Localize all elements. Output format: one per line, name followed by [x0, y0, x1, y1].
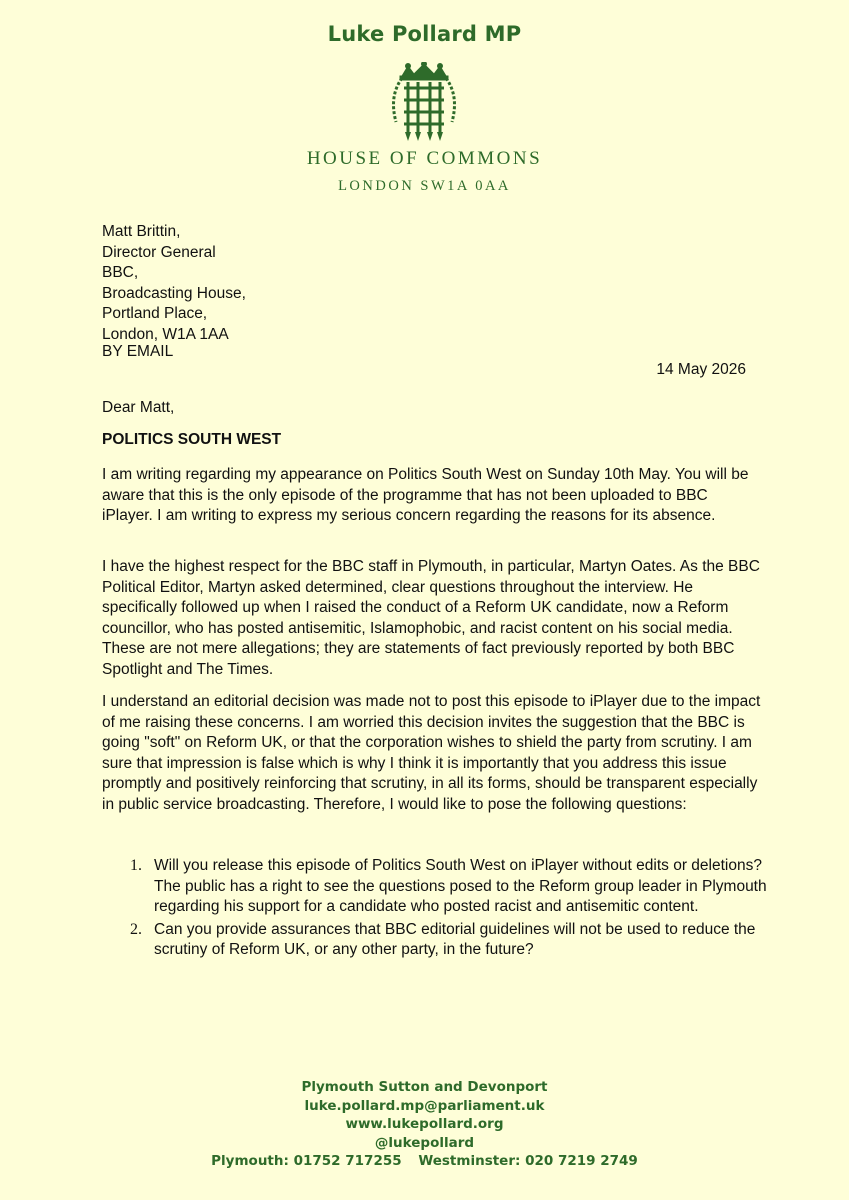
plymouth-phone: Plymouth: 01752 717255 — [211, 1153, 402, 1169]
questions-list — [130, 856, 770, 963]
paragraph: I have the highest respect for the BBC staff in Plymouth, in particular, Martyn Oates. As the BBC Political Editor, Martyn asked determined, clear questions throughout the interview. He specifically followed up when I raised the conduct of a Reform UK candidate, now a Reform councillor, who has posted antisemitic, Islamophobic, and racist content on his social media. These are not mere allegations; they are statements of fact previously reported by both BBC Spotlight and The Times. — [102, 558, 760, 678]
subject-heading: POLITICS SOUTH WEST — [102, 431, 282, 448]
phone-numbers — [0, 1152, 849, 1171]
paragraph: I am writing regarding my appearance on Politics South West on Sunday 10th May. You will be aware that this is the only episode of the programme that has not been uploaded to BBC iPlayer. I am writing to express my serious concern regarding the reasons for its absence. — [102, 466, 749, 525]
address-line: Broadcasting House, — [102, 284, 246, 302]
email-link[interactable]: luke.pollard.mp@parliament.uk — [304, 1097, 545, 1114]
question-number: 2. — [130, 920, 142, 938]
website-link[interactable]: www.lukepollard.org — [345, 1116, 504, 1132]
letter-date: 14 May 2026 — [656, 361, 746, 378]
address-line: London, W1A 1AA — [102, 325, 229, 343]
paragraph: I understand an editorial decision was made not to post this episode to iPlayer due to the impact of me raising these concerns. I am worried this decision invites the suggestion that the BBC is going "soft" on Reform UK, or that the corporation wishes to shield the party from scrutiny. I am sure that impression is false which is why I think it is importantly that you address this issue promptly and positively reinforcing that scrutiny, in all its forms, should be transparent especially in public service broadcasting. Therefore, I would like to pose the following questions: — [102, 693, 761, 813]
house-address: LONDON SW1A 0AA — [338, 178, 511, 194]
recipient-address — [102, 222, 246, 346]
social-handle[interactable]: @lukepollard — [374, 1134, 475, 1151]
address-line: BBC, — [102, 264, 139, 282]
westminster-phone: Westminster: 020 7219 2749 — [418, 1153, 638, 1169]
question-text: Can you provide assurances that BBC editorial guidelines will not be used to reduce the scrutiny of Reform UK, or any other party, in the future? — [154, 920, 756, 959]
address-line: Portland Place, — [102, 305, 208, 323]
salutation: Dear Matt, — [102, 399, 175, 416]
question-item — [130, 856, 770, 918]
letter-footer — [0, 1078, 849, 1171]
house-title: HOUSE OF COMMONS — [306, 148, 543, 169]
delivery-method: BY EMAIL — [102, 343, 174, 360]
constituency: Plymouth Sutton and Devonport — [301, 1079, 548, 1095]
address-line: Director General — [102, 243, 216, 261]
question-text: Will you release this episode of Politics South West on iPlayer without edits or deletions? The public has a right to see the questions posed to the Reform group leader in Plymouth regarding his support for a candidate who posted racist and antisemitic content. — [154, 857, 767, 916]
portcullis-icon — [388, 62, 460, 142]
question-number: 1. — [130, 857, 142, 874]
address-line: Matt Brittin, — [102, 223, 181, 240]
mp-name: Luke Pollard MP — [327, 22, 522, 46]
question-item — [130, 920, 770, 961]
